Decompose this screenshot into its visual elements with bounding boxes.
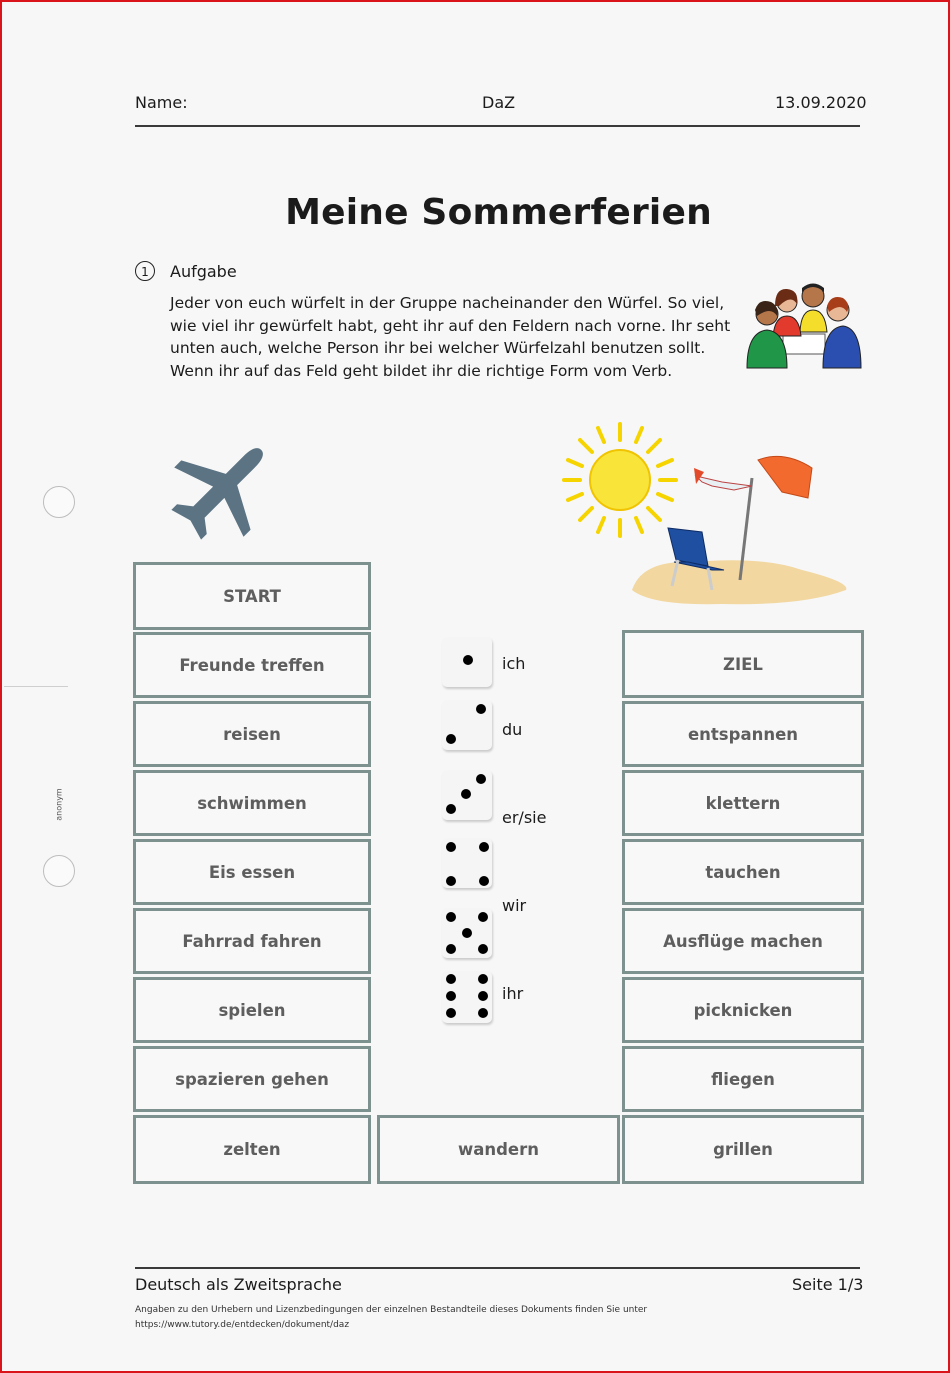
board-cell: entspannen — [622, 701, 864, 767]
board-cell: Freunde treffen — [133, 632, 371, 698]
die-three — [442, 770, 492, 820]
board-cell: schwimmen — [133, 770, 371, 836]
beach-image — [562, 420, 856, 612]
footer-rule — [135, 1267, 860, 1269]
board-cell: Fahrrad fahren — [133, 908, 371, 974]
name-label: Name: — [135, 93, 188, 112]
board-cell: spielen — [133, 977, 371, 1043]
fold-mark — [4, 686, 68, 687]
die-five — [442, 908, 492, 958]
task-instructions — [170, 292, 740, 382]
board-cell-start: START — [133, 562, 371, 630]
board-cell: grillen — [622, 1115, 864, 1184]
board-cell: klettern — [622, 770, 864, 836]
board-cell: fliegen — [622, 1046, 864, 1112]
person-label: du — [502, 720, 523, 739]
board-cell: tauchen — [622, 839, 864, 905]
license-line: Angaben zu den Urhebern und Lizenzbedingungen der einzelnen Bestandteile dieses Dokuments finden Sie unter — [135, 1305, 648, 1315]
license-note — [135, 1303, 647, 1333]
punch-hole — [43, 486, 75, 518]
page-title: Meine Sommerferien — [285, 192, 712, 233]
board-cell: Ausflüge machen — [622, 908, 864, 974]
instruction-line: Wenn ihr auf das Feld geht bildet ihr die richtige Form vom Verb. — [170, 361, 673, 380]
footer-subject: Deutsch als Zweitsprache — [135, 1275, 342, 1294]
die-two — [442, 700, 492, 750]
instruction-line: unten auch, welche Person ihr bei welcher Würfelzahl benutzen sollt. — [170, 339, 706, 357]
punch-hole — [43, 855, 75, 887]
license-link[interactable]: https://www.tutory.de/entdecken/dokument/daz — [135, 1320, 350, 1330]
board-cell: zelten — [133, 1115, 371, 1184]
die-one — [442, 637, 492, 687]
airplane-icon — [168, 432, 278, 544]
board-cell: Eis essen — [133, 839, 371, 905]
die-four — [442, 838, 492, 888]
instruction-line: wie viel ihr gewürfelt habt, geht ihr auf den Feldern nach vorne. Ihr seht — [170, 316, 731, 335]
die-six — [442, 971, 492, 1023]
person-label: wir — [502, 896, 527, 915]
instruction-line: Jeder von euch würfelt in der Gruppe nacheinander den Würfel. So viel, — [170, 294, 725, 312]
page-number: Seite 1/3 — [792, 1275, 864, 1294]
side-label: anonym — [54, 788, 64, 821]
task-label: Aufgabe — [170, 262, 237, 281]
board-cell: wandern — [377, 1115, 620, 1184]
board-cell: spazieren gehen — [133, 1046, 371, 1112]
board-cell: picknicken — [622, 977, 864, 1043]
person-label: ich — [502, 654, 526, 673]
person-label: er/sie — [502, 808, 547, 827]
task-number: 1 — [135, 261, 155, 281]
board-cell: reisen — [133, 701, 371, 767]
board-cell-goal: ZIEL — [622, 630, 864, 698]
group-people-image — [745, 282, 863, 372]
header-rule — [135, 125, 860, 127]
person-label: ihr — [502, 984, 524, 1003]
subject-label: DaZ — [482, 93, 516, 112]
date-label: 13.09.2020 — [775, 93, 867, 112]
